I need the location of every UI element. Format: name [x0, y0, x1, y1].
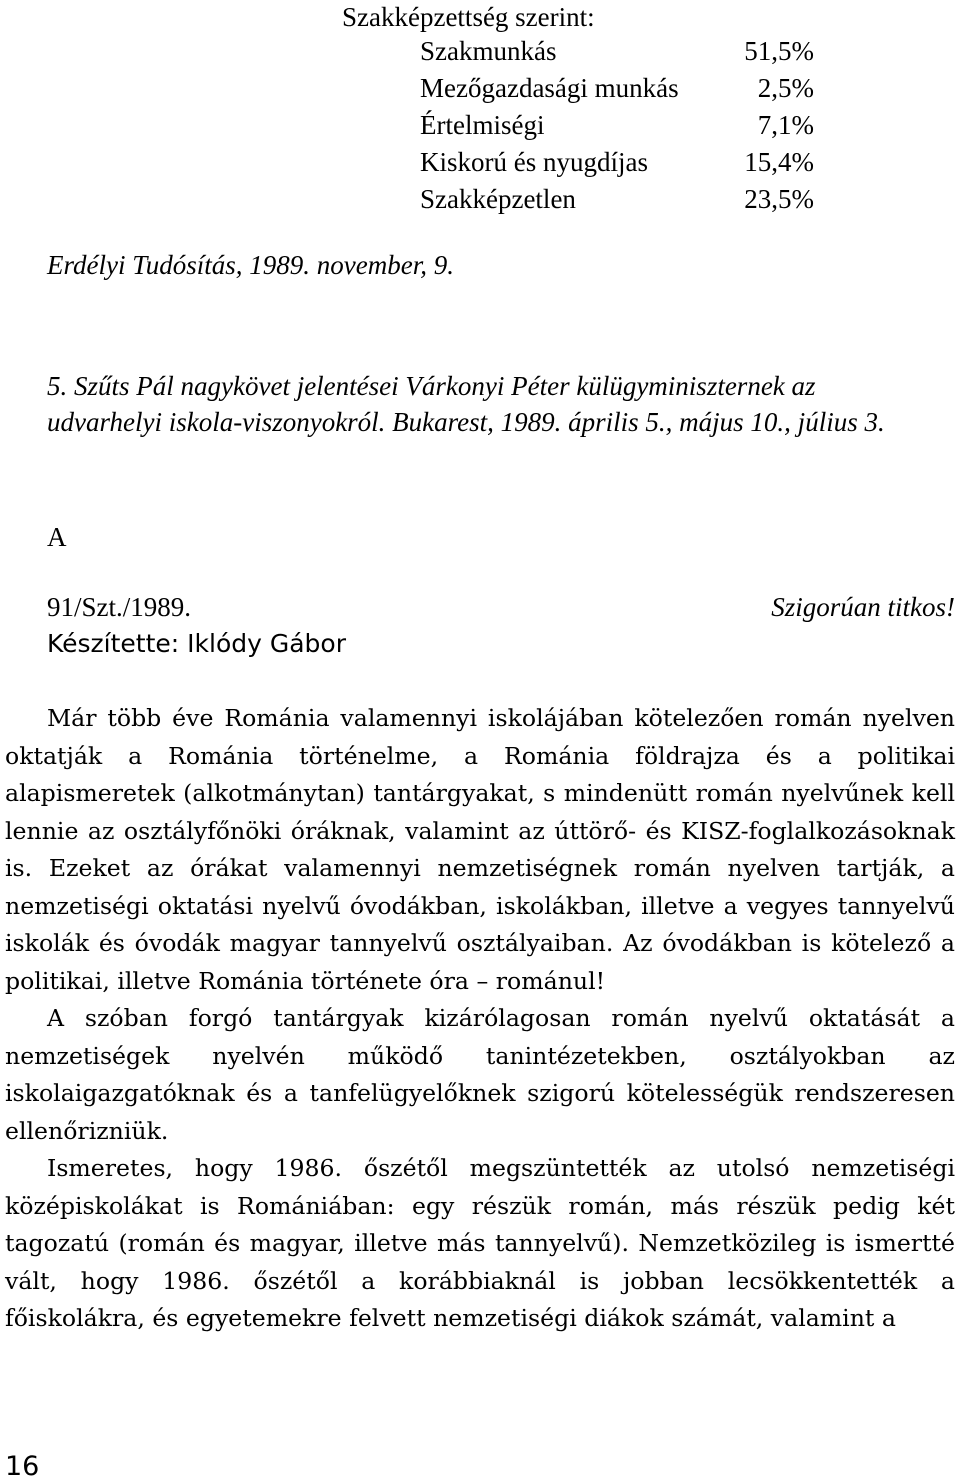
stat-label: Mezőgazdasági munkás — [420, 73, 679, 103]
stat-value: 2,5% — [757, 73, 814, 103]
body-text — [5, 700, 955, 1338]
section-heading: 5. Szűts Pál nagykövet jelentései Várkonyi Péter külügyminiszternek az udvarhelyi iskola-viszonyokról. Bukarest, 1989. április 5., május 10., július 3. — [47, 371, 885, 437]
stat-label: Szakképzetlen — [420, 184, 576, 214]
stat-label: Kiskorú és nyugdíjas — [420, 147, 648, 177]
author-line: Készítette: Iklódy Gábor — [47, 629, 346, 658]
stat-value: 51,5% — [744, 36, 814, 66]
paragraph: Már több éve Románia valamennyi iskolájában kötelezően román nyelven oktatják a Románia történelme, a Románia földrajza és a politikai alapismeretek (alkotmánytan) tantárgyakat, s mindenütt román nyelvűnek kell lennie az osztályfőnöki óráknak, valamint az úttörő- és KISZ-foglalkozásoknak is. Ezeket az órákat valamennyi nemzetiségnek román nyelven tartják, a nemzetiségi oktatási nyelvű óvodákban, iskolákban, illetve a vegyes tannyelvű iskolák és óvodák magyar tannyelvű osztályaiban. Az óvodákban is kötelező a politikai, illetve Románia története óra – románul! — [5, 704, 955, 995]
reference-number: 91/Szt./1989. — [47, 592, 192, 622]
stat-label: Szakmunkás — [420, 36, 557, 66]
stats-title: Szakképzettség szerint: — [342, 2, 595, 32]
stat-row — [420, 71, 814, 108]
stat-row — [420, 34, 814, 71]
stat-row — [420, 145, 814, 182]
page-number: 16 — [5, 1451, 40, 1482]
stat-label: Értelmiségi — [420, 110, 545, 140]
stat-value: 15,4% — [744, 147, 814, 177]
paragraph: Ismeretes, hogy 1986. őszétől megszüntették az utolsó nemzetiségi középiskolákat is Romániában: egy részük román, más részük pedig két tagozatú (román és magyar, illetve más tannyelvű). Nemzetközileg is ismertté vált, hogy 1986. őszétől a korábbiaknál is jobban lecsökkentették a főiskolákra, és egyetemekre felvett nemzetiségi diákok számát, valamint a — [5, 1154, 955, 1332]
stat-value: 7,1% — [757, 110, 814, 140]
stat-value: 23,5% — [744, 184, 814, 214]
stat-row — [420, 182, 814, 219]
stat-row — [420, 108, 814, 145]
stats-table — [420, 34, 814, 219]
source-citation: Erdélyi Tudósítás, 1989. november, 9. — [47, 250, 454, 280]
classification-label: Szigorúan titkos! — [771, 592, 955, 622]
paragraph: A szóban forgó tantárgyak kizárólagosan román nyelvű oktatását a nemzetiségek nyelvén működő tanintézetekben, osztályokban az iskolaigazgatóknak és a tanfelügyelőknek szigorú kötelességük rendszeresen ellenőrizniük. — [5, 1004, 955, 1145]
document-letter: A — [47, 522, 67, 552]
